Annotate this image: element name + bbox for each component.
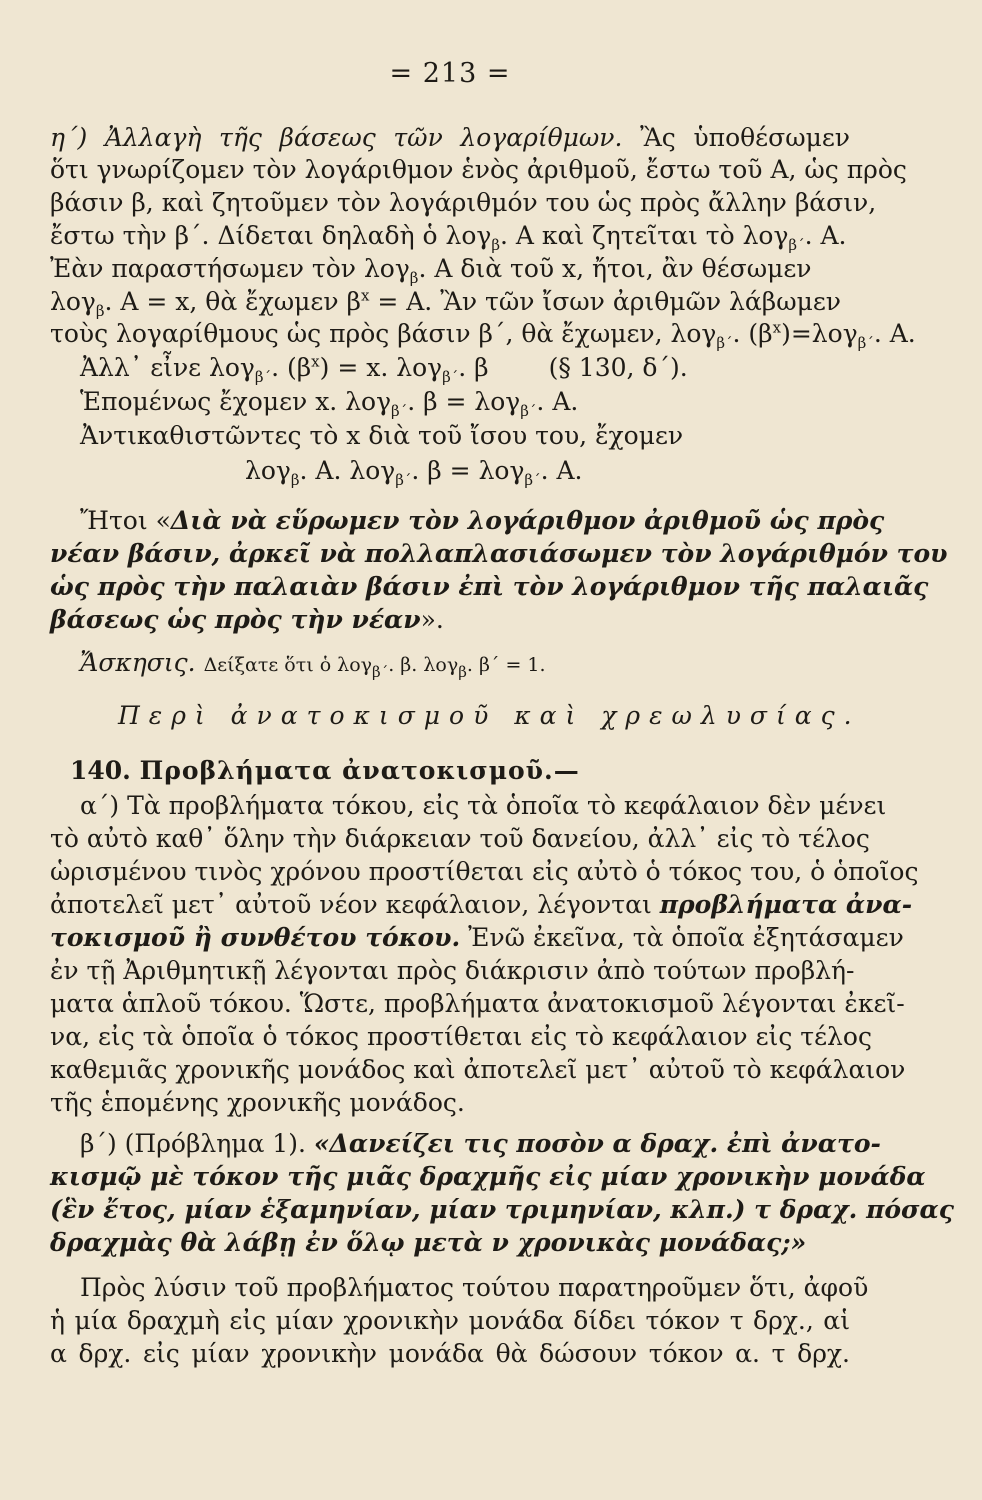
subscript: β΄ — [520, 402, 537, 420]
problem-line: δραχμὰς θὰ λάβῃ ἐν ὅλῳ μετὰ ν χρονικὰς μονάδας;» — [50, 1228, 807, 1257]
text-fragment: Δείξατε ὅτι ὁ λογ — [203, 654, 373, 676]
rule-line-1 — [80, 505, 885, 537]
text-line: να, εἰς τὰ ὁποῖα ὁ τόκος προστίθεται εἰς τὸ κεφάλαιον εἰς τέλος — [50, 1022, 872, 1051]
text-fragment: )=λογ — [781, 319, 858, 348]
text-line — [50, 889, 913, 921]
text-fragment: . Α. — [804, 221, 847, 250]
text-line: τὸ αὐτὸ καθ᾽ ὅλην τὴν διάρκειαν τοῦ δανείου, ἀλλ᾽ εἰς τὸ τέλος — [50, 824, 870, 853]
subscript: β΄ — [442, 368, 459, 386]
formula-line — [245, 455, 982, 487]
text-line: α΄) Τὰ προβλήματα τόκου, εἰς τὰ ὁποῖα τὸ κεφάλαιον δὲν μένει — [80, 791, 887, 820]
text-line: καθεμιᾶς χρονικῆς μονάδος καὶ ἀποτελεῖ μετ᾽ αὐτοῦ τὸ κεφάλαιον — [50, 1055, 906, 1084]
subscript: β΄ — [788, 236, 805, 254]
section-eta-l1-rest: Ἂς ὑποθέσωμεν — [640, 123, 850, 152]
rule-line-2: νέαν βάσιν, ἀρκεῖ νὰ πολλαπλασιάσωμεν τὸν λογάριθμόν του — [50, 539, 948, 568]
subscript: β΄ — [716, 334, 733, 352]
superscript: x — [311, 352, 320, 371]
problem-line: κισμῷ μὲ τόκον τῆς μιᾶς δραχμῆς εἰς μίαν χρονικὴν μονάδα — [50, 1162, 926, 1191]
text-fragment: ἔστω τὴν β΄. Δίδεται δηλαδὴ ὁ λογ — [50, 221, 492, 250]
exercise-label: Ἄσκησις. — [80, 648, 196, 677]
section-title: Προβλήματα ἀνατοκισμοῦ.— — [139, 756, 580, 785]
text-line — [80, 386, 880, 418]
section-reference: (§ 130, δ΄). — [548, 353, 688, 382]
text-line — [80, 1128, 881, 1160]
page-number: = 213 = — [389, 58, 511, 89]
text-line: α δρχ. εἰς μίαν χρονικὴν μονάδα θὰ δώσουν τόκον α. τ δρχ. — [50, 1339, 850, 1368]
rule-line-3: ὡς πρὸς τὴν παλαιὰν βάσιν ἐπὶ τὸν λογάριθμον τῆς παλαιᾶς — [50, 572, 929, 601]
text-fragment: . (β — [271, 353, 312, 382]
text-line: Πρὸς λύσιν τοῦ προβλήματος τούτου παρατηροῦμεν ὅτι, ἀφοῦ — [80, 1273, 869, 1302]
text-fragment: Ἀλλ᾽ εἶνε λογ — [80, 353, 255, 382]
text-fragment: . β΄ = 1. — [466, 654, 546, 676]
superscript: x — [772, 318, 782, 337]
subscript: β΄ — [857, 334, 874, 352]
subscript: β — [95, 302, 105, 320]
subscript: β΄ — [254, 368, 272, 386]
text-fragment: . Α. — [873, 319, 916, 348]
problem-text: «Δανείζει τις ποσὸν α δραχ. ἐπὶ ἀνατο- — [313, 1129, 881, 1158]
text-fragment: ». — [420, 605, 444, 634]
text-fragment: Ἐνῶ ἐκεῖνα, τὰ ὁποῖα ἐξητάσαμεν — [468, 923, 904, 952]
rule-line-4 — [50, 604, 850, 636]
text-line: βάσιν β, καὶ ζητοῦμεν τὸν λογάριθμόν του ὡς πρὸς ἄλλην βάσιν, — [50, 188, 877, 217]
text-fragment: . β = λογ — [411, 456, 525, 485]
text-line — [50, 286, 850, 318]
subscript: β΄ — [391, 402, 408, 420]
section-number: 140. — [70, 756, 131, 785]
text-fragment: Ἤτοι « — [80, 506, 171, 535]
text-line: ματα ἁπλοῦ τόκου. Ὥστε, προβλήματα ἀνατοκισμοῦ λέγονται ἐκεῖ- — [50, 989, 905, 1018]
text-fragment: λογ — [245, 456, 291, 485]
subscript: β — [458, 663, 467, 681]
problem-line: (ἓν ἔτος, μίαν ἑξαμηνίαν, μίαν τριμηνίαν, κλπ.) τ δραχ. πόσας — [50, 1195, 954, 1224]
text-fragment: λογ — [50, 287, 96, 316]
text-fragment: . β. λογ — [388, 654, 459, 676]
text-fragment: . β = λογ — [407, 387, 521, 416]
text-line — [50, 220, 850, 252]
text-fragment: Ἐὰν παραστήσωμεν τὸν λογ — [50, 254, 410, 283]
text-fragment: . Α = x, θὰ ἔχωμεν β — [104, 287, 361, 316]
text-line: ὡρισμένου τινὸς χρόνου προστίθεται εἰς αὐτὸ ὁ τόκος του, ὁ ὁποῖος — [50, 857, 919, 886]
text-fragment: Ἑπομένως ἔχομεν x. λογ — [80, 387, 392, 416]
text-line: ἐν τῇ Ἀριθμητικῇ λέγονται πρὸς διάκρισιν ἀπὸ τούτων προβλή- — [50, 956, 855, 985]
text-line: Ἀντικαθιστῶντες τὸ x διὰ τοῦ ἴσου του, ἔχομεν — [80, 421, 684, 450]
text-fragment: . Α διὰ τοῦ x, ἤτοι, ἂν θέσωμεν — [418, 254, 812, 283]
text-line: ἡ μία δραχμὴ εἰς μίαν χρονικὴν μονάδα δίδει τόκον τ δρχ., αἱ — [50, 1306, 850, 1335]
text-fragment: . Α. — [540, 456, 583, 485]
section-eta-label: η΄) — [50, 123, 88, 152]
text-fragment: . Α καὶ ζητεῖται τὸ λογ — [500, 221, 789, 250]
text-fragment: ἀποτελεῖ μετ᾽ αὐτοῦ νέον κεφάλαιον, λέγονται — [50, 890, 652, 919]
text-line — [50, 922, 904, 954]
subscript: β΄ — [524, 471, 541, 489]
section-eta-title: Ἀλλαγὴ τῆς βάσεως τῶν λογαρίθμων. — [104, 123, 623, 152]
text-fragment: . (β — [732, 319, 773, 348]
section-eta-line-1 — [50, 122, 850, 154]
text-fragment: . Α. λογ — [299, 456, 396, 485]
subscript: β — [290, 471, 300, 489]
text-line — [50, 318, 916, 352]
rule-text: Διὰ νὰ εὕρωμεν τὸν λογάριθμον ἀριθμοῦ ὡς πρὸς — [170, 506, 885, 535]
text-line: τῆς ἑπομένης χρονικῆς μονάδος. — [50, 1088, 465, 1117]
text-fragment: = Α. Ἂν τῶν ἴσων ἀριθμῶν λάβωμεν — [369, 287, 841, 316]
emphasis-text: προβλήματα ἀνα- — [659, 890, 913, 919]
text-fragment: τοὺς λογαρίθμους ὡς πρὸς βάσιν β΄, θὰ ἔχωμεν, λογ — [50, 319, 717, 348]
superscript: x — [360, 286, 370, 305]
subscript: β΄ — [372, 663, 389, 681]
emphasis-text: τοκισμοῦ ἢ συνθέτου τόκου. — [50, 923, 461, 952]
exercise-line — [80, 647, 880, 681]
rule-text: βάσεως ὡς πρὸς τὴν νέαν — [50, 605, 421, 634]
subscript: β — [491, 236, 501, 254]
section-heading: Περὶ ἀνατοκισμοῦ καὶ χρεωλυσίας. — [118, 701, 861, 730]
text-fragment: . β — [458, 353, 489, 382]
problem-label: β΄) (Πρόβλημα 1). — [80, 1129, 306, 1158]
text-line — [80, 352, 880, 384]
text-fragment: . Α. — [536, 387, 579, 416]
text-line: ὅτι γνωρίζομεν τὸν λογάριθμον ἑνὸς ἀριθμοῦ, ἔστω τοῦ Α, ὡς πρὸς — [50, 155, 907, 184]
text-fragment: ) = x. λογ — [319, 353, 443, 382]
subscript: β — [409, 269, 419, 287]
text-line — [50, 253, 850, 285]
subscript: β΄ — [395, 471, 412, 489]
section-140-line — [70, 755, 870, 787]
